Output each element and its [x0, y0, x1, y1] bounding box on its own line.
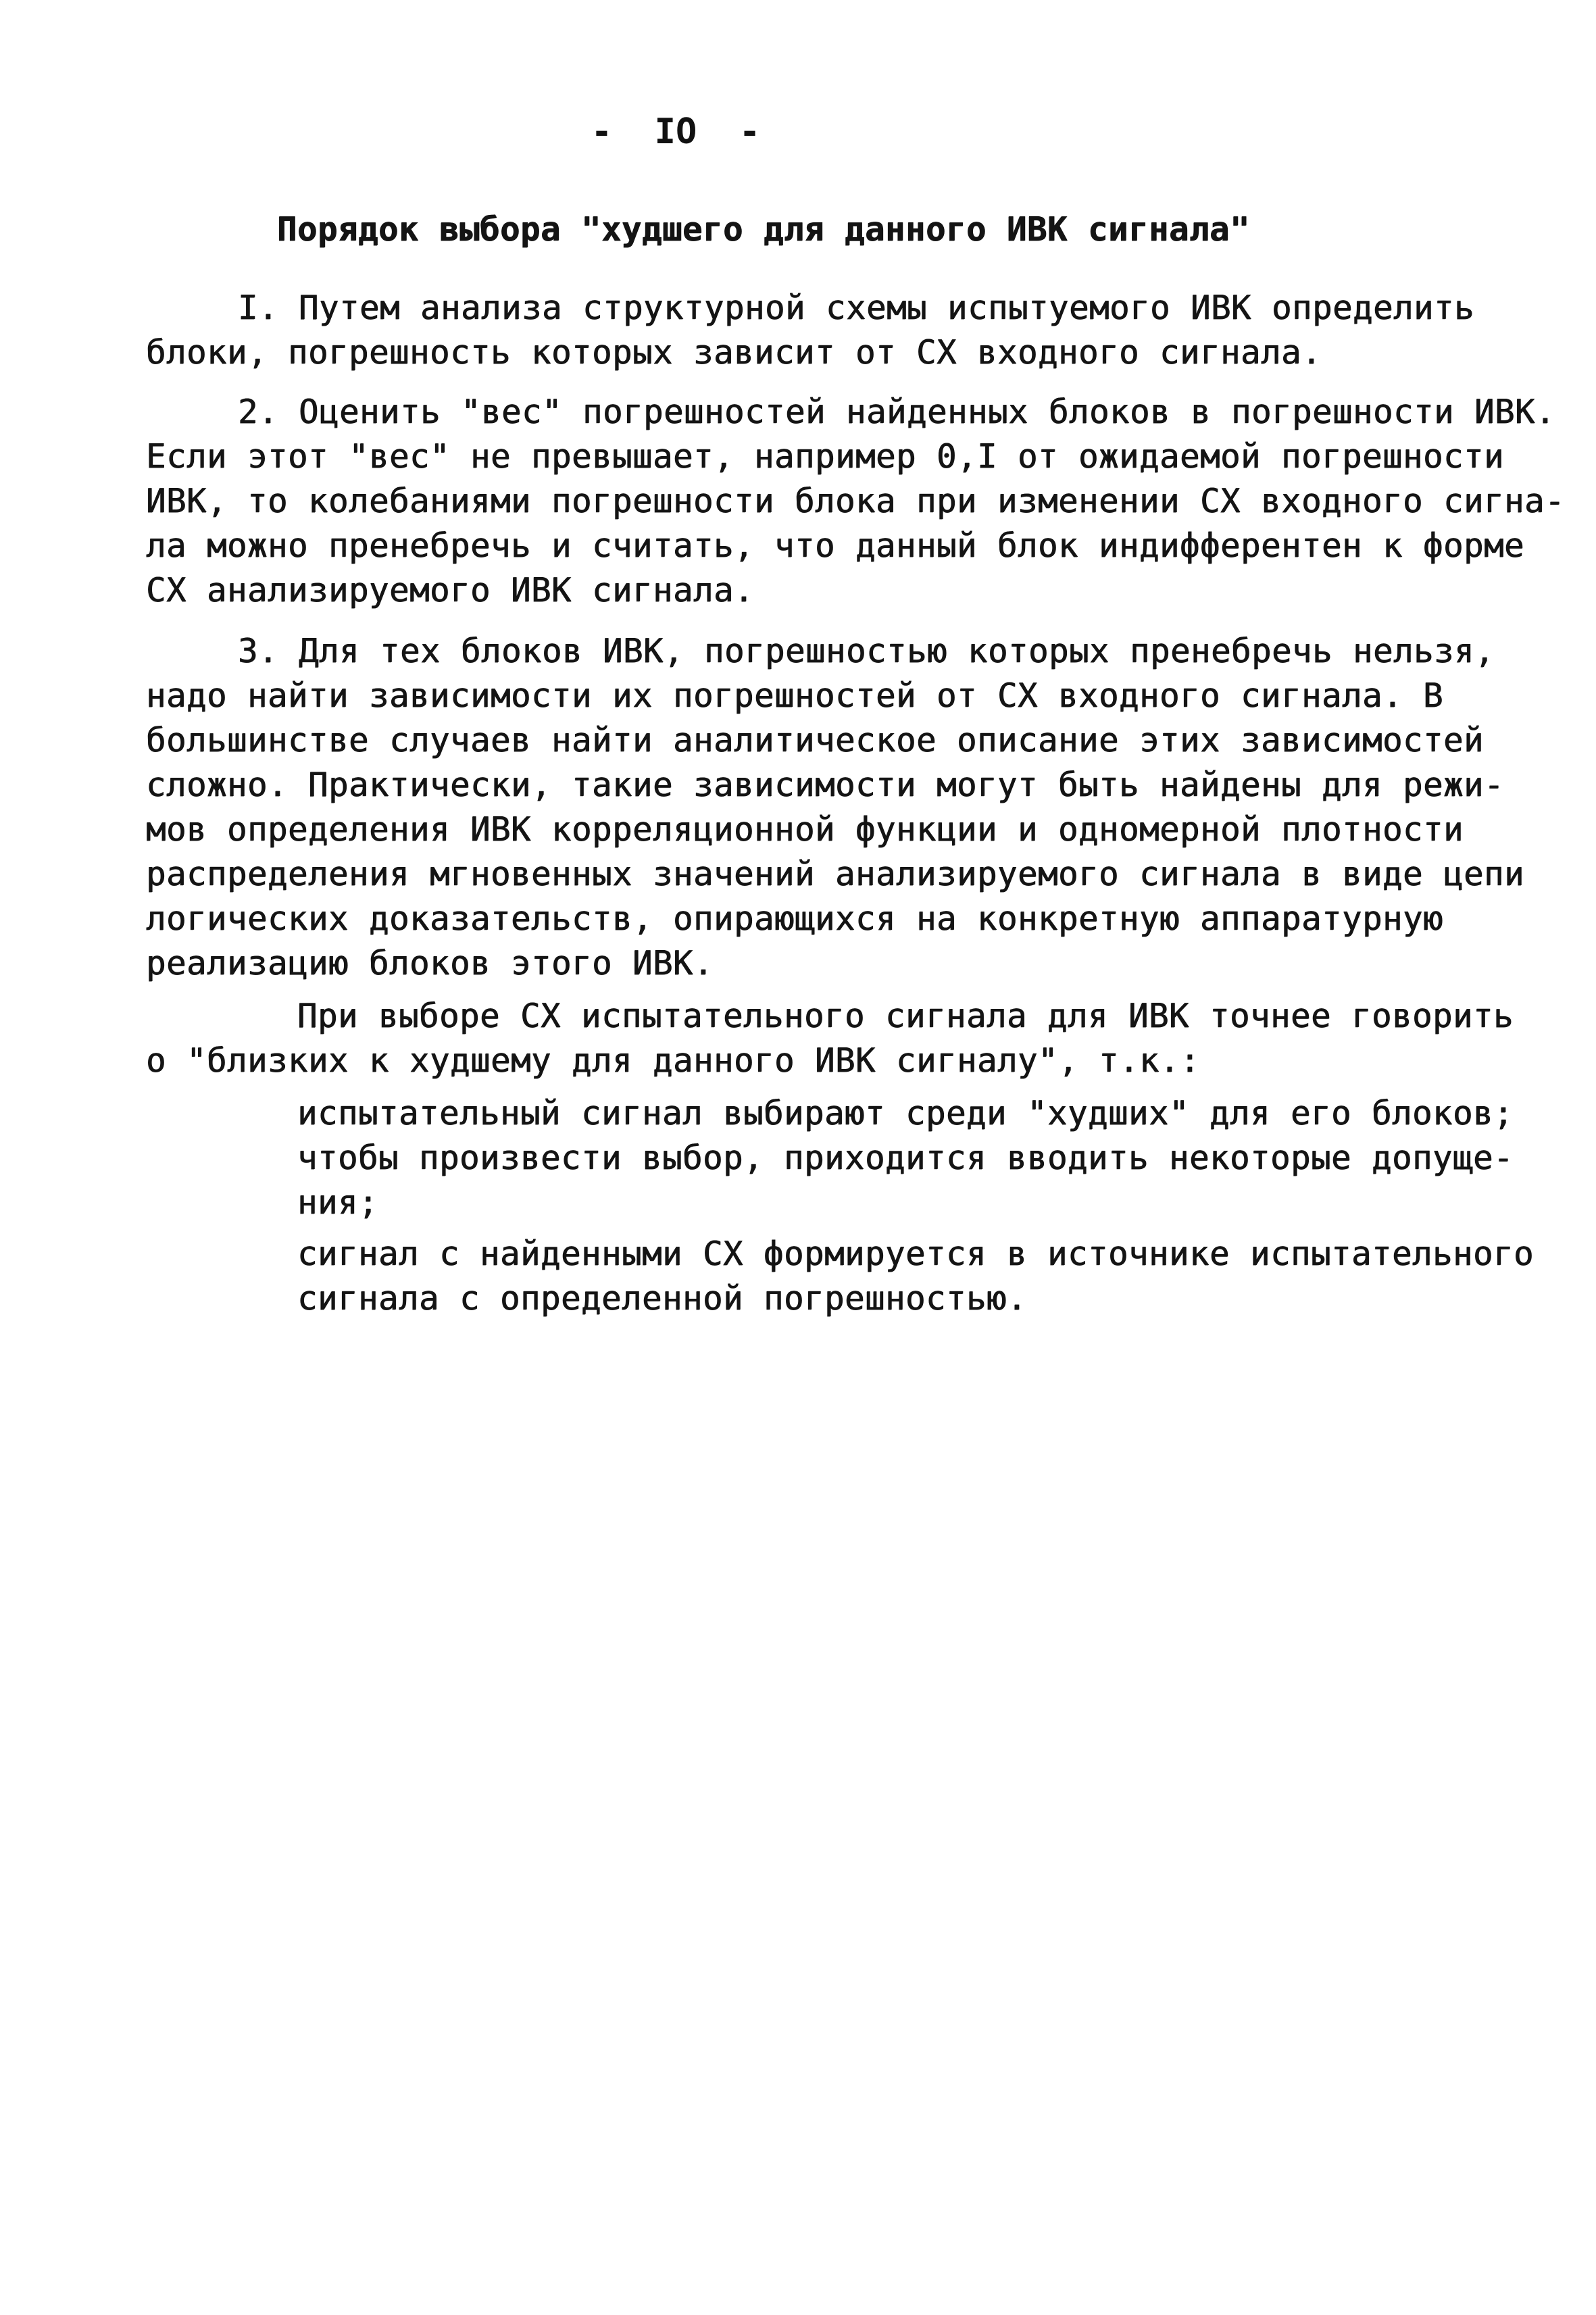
- list-item-2-line-1: чтобы произвести выбор, приходится вводить некоторые допуще-: [297, 1139, 1514, 1177]
- paragraph-3-line-7: логических доказательств, опирающихся на конкретную аппаратурную: [146, 899, 1444, 938]
- paragraph-1-line-2: блоки, погрешность которых зависит от СХ входного сигнала.: [146, 333, 1322, 372]
- list-item-1: испытательный сигнал выбирают среди "худших" для его блоков;: [297, 1094, 1514, 1132]
- paragraph-2-line-5: СХ анализируемого ИВК сигнала.: [146, 571, 755, 609]
- list-item-3-line-1: сигнал с найденными СХ формируется в источнике испытательного: [297, 1235, 1535, 1273]
- paragraph-2-line-3: ИВК, то колебаниями погрешности блока при изменении СХ входного сигна-: [146, 482, 1566, 520]
- paragraph-4-line-1: При выборе СХ испытательного сигнала для ИВК точнее говорить: [297, 997, 1514, 1035]
- paragraph-3-line-8: реализацию блоков этого ИВК.: [146, 944, 714, 982]
- paragraph-3-line-1: 3. Для тех блоков ИВК, погрешностью которых пренебречь нельзя,: [238, 632, 1495, 670]
- paragraph-2-line-1: 2. Оценить "вес" погрешностей найденных блоков в погрешности ИВК.: [238, 393, 1556, 431]
- list-item-2-line-2: ния;: [297, 1183, 379, 1222]
- list-item-3-line-2: сигнала с определенной погрешностью.: [297, 1279, 1028, 1318]
- page-number: - IO -: [591, 111, 761, 152]
- paragraph-3-line-5: мов определения ИВК корреляционной функции и одномерной плотности: [146, 810, 1464, 849]
- paragraph-2-line-4: ла можно пренебречь и считать, что данный блок индифферентен к форме: [146, 526, 1525, 565]
- paragraph-3-line-2: надо найти зависимости их погрешностей от СХ входного сигнала. В: [146, 676, 1444, 715]
- section-heading: Порядок выбора "худшего для данного ИВК сигнала": [277, 210, 1251, 249]
- paragraph-3-line-6: распределения мгновенных значений анализируемого сигнала в виде цепи: [146, 855, 1525, 893]
- paragraph-4-line-2: о "близких к худшему для данного ИВК сигналу", т.к.:: [146, 1041, 1201, 1080]
- paragraph-3-line-3: большинстве случаев найти аналитическое описание этих зависимостей: [146, 721, 1485, 760]
- paragraph-2-line-2: Если этот "вес" не превышает, например 0,I от ожидаемой погрешности: [146, 437, 1505, 476]
- paragraph-1-line-1: I. Путем анализа структурной схемы испытуемого ИВК определить: [238, 289, 1475, 327]
- paragraph-3-line-4: сложно. Практически, такие зависимости могут быть найдены для режи-: [146, 766, 1505, 804]
